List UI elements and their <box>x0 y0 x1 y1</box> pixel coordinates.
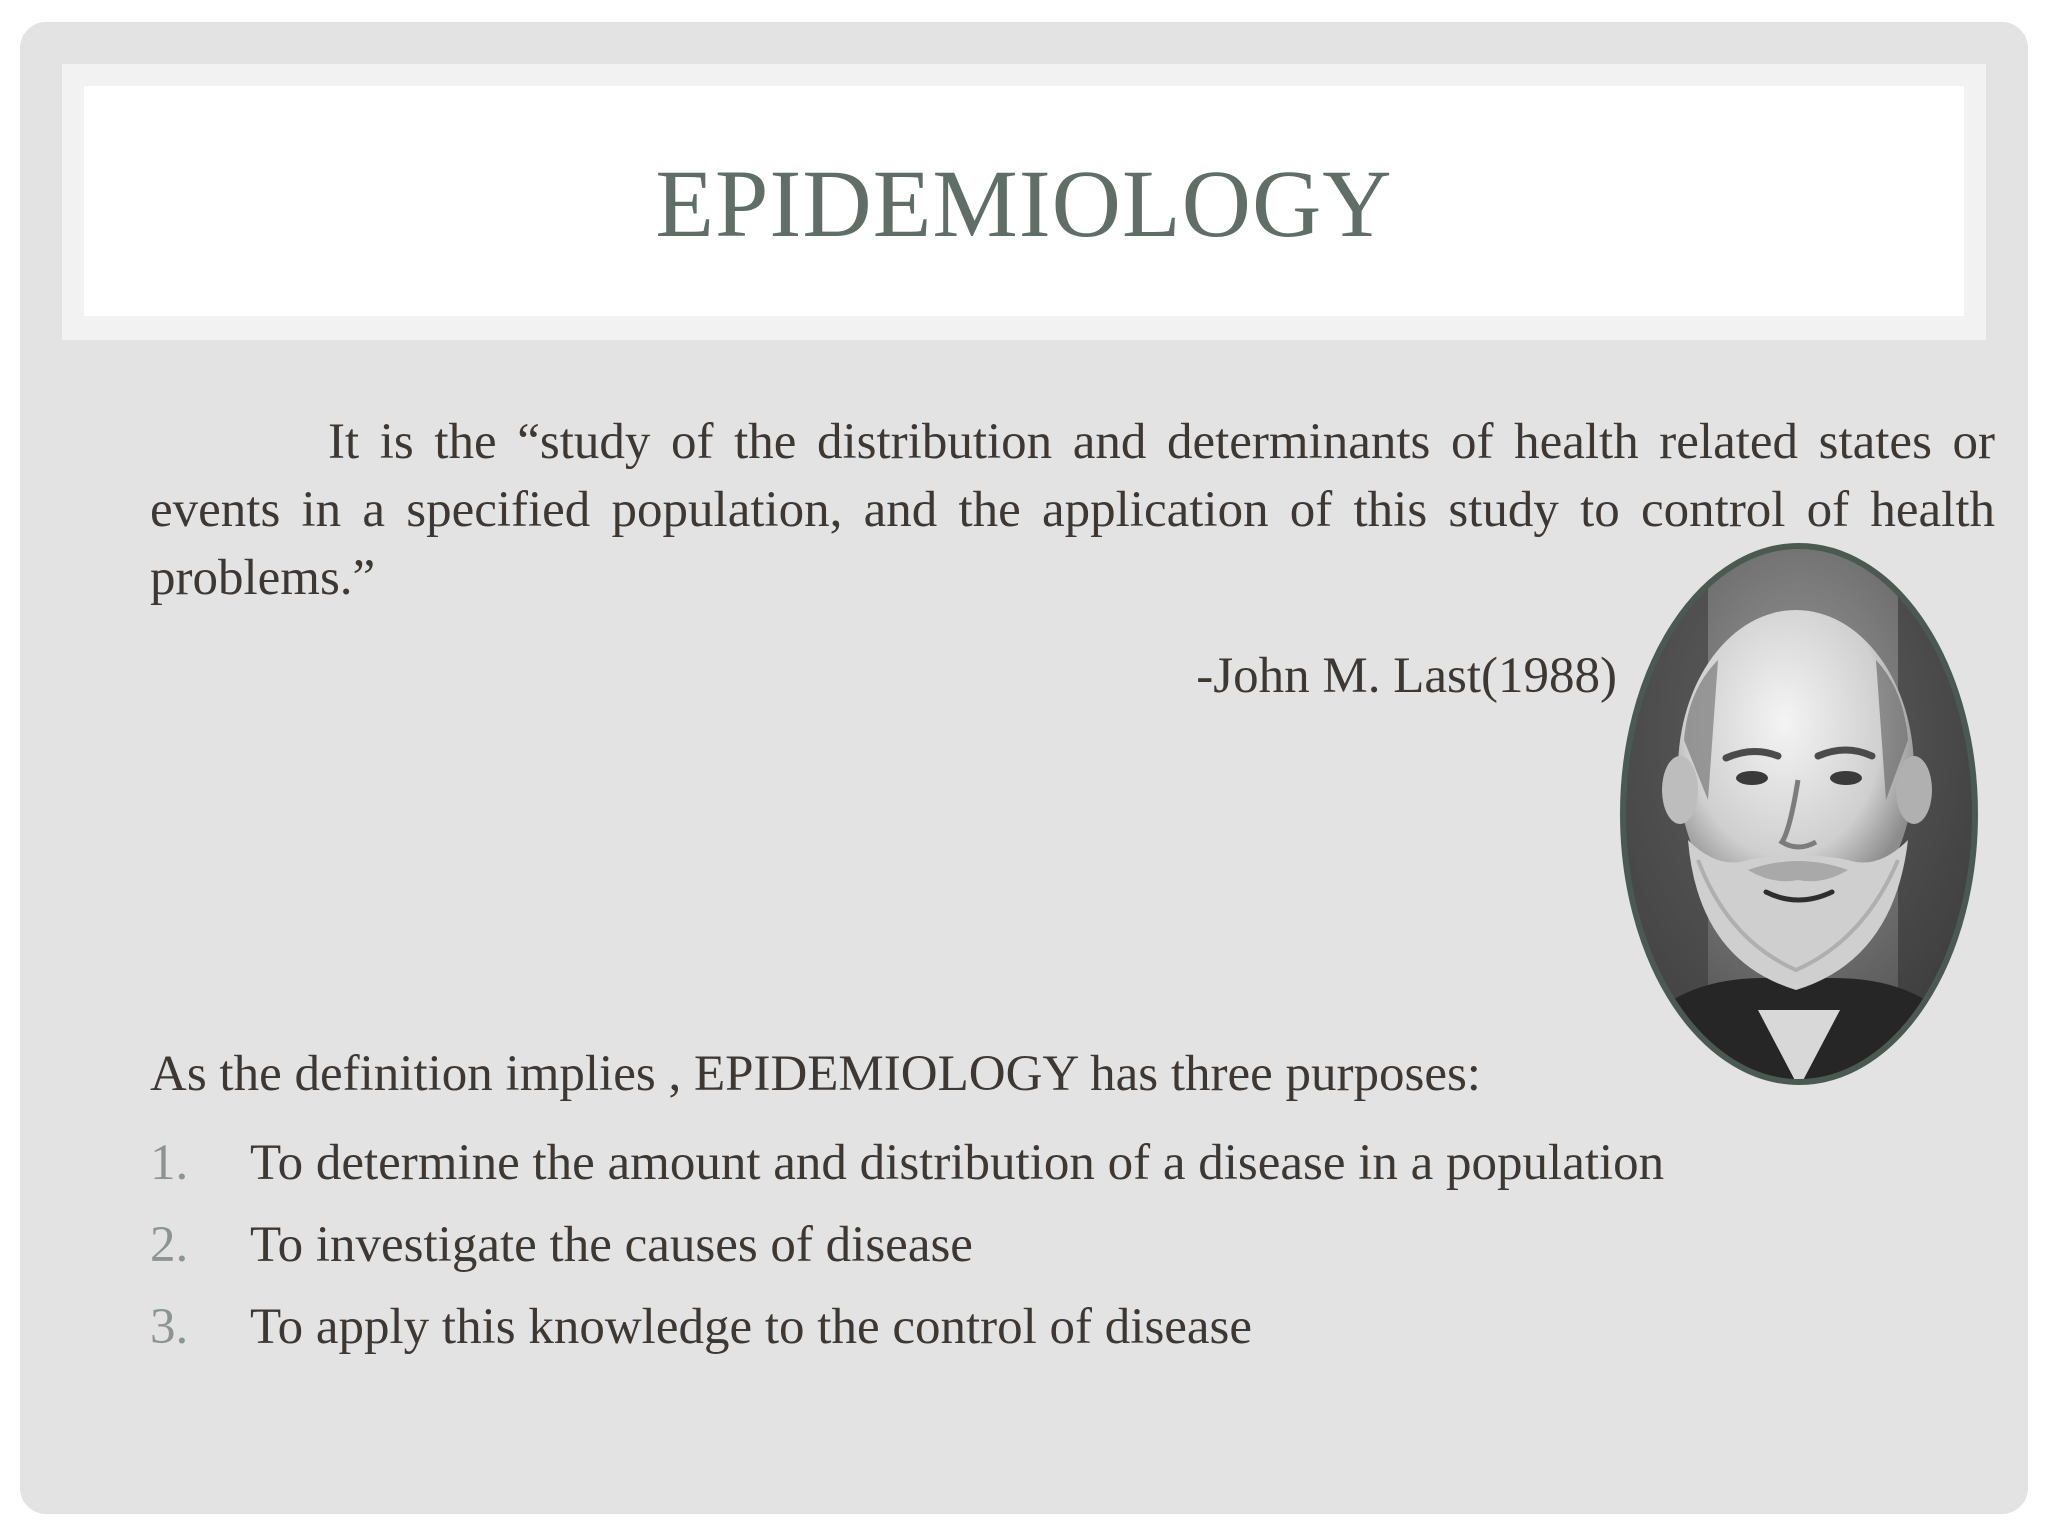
list-item <box>150 1286 1664 1368</box>
portrait-photo <box>1618 540 1980 1088</box>
purposes-list <box>150 1122 1664 1368</box>
list-item <box>150 1122 1664 1204</box>
purposes-intro: As the definition implies , EPIDEMIOLOGY has three purposes: <box>150 1046 1481 1102</box>
list-item-number: 1. <box>150 1135 189 1191</box>
list-item-number: 3. <box>150 1299 189 1355</box>
list-item-text: To apply this knowledge to the control of disease <box>250 1299 1253 1355</box>
slide <box>20 22 2028 1514</box>
list-item-number: 2. <box>150 1217 189 1273</box>
definition-quote: It is the “study of the distribution and determinants of health related states or events in a specified population, and the application of this study to control of health problems.” <box>150 414 1995 606</box>
title-box <box>84 86 1964 316</box>
list-item <box>150 1204 1664 1286</box>
quote-attribution: -John M. Last(1988) <box>1196 648 1617 704</box>
list-item-text: To determine the amount and distribution of a disease in a population <box>250 1135 1665 1191</box>
list-item-text: To investigate the causes of disease <box>250 1217 973 1273</box>
slide-title: EPIDEMIOLOGY <box>655 150 1393 257</box>
title-band <box>62 64 1986 340</box>
